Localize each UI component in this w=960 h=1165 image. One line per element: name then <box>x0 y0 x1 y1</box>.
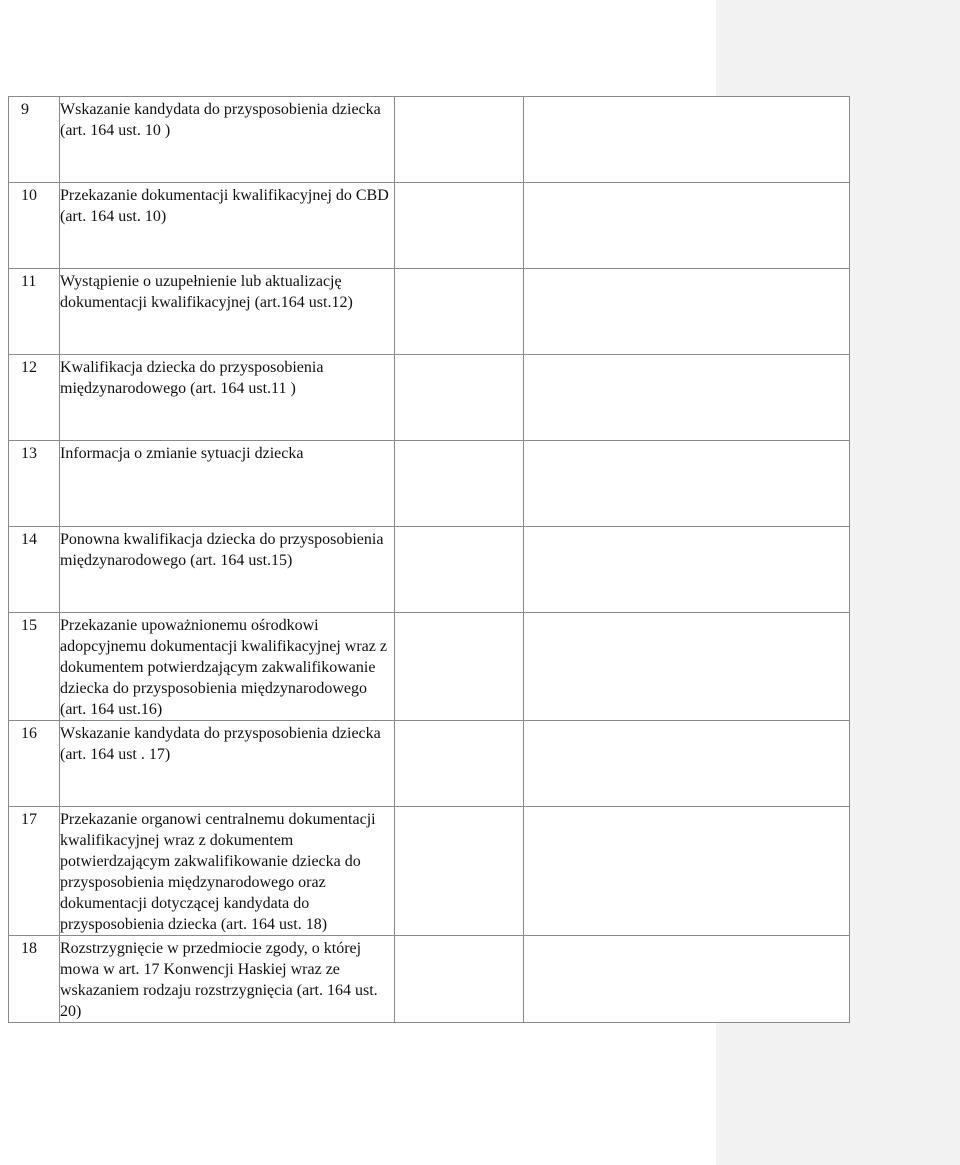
empty-cell <box>395 183 524 269</box>
empty-cell <box>395 269 524 355</box>
row-description: Rozstrzygnięcie w przedmiocie zgody, o której mowa w art. 17 Konwencji Haskiej wraz ze wskazaniem rodzaju rozstrzygnięcia (art. 164 ust. 20) <box>60 936 395 1023</box>
table-row <box>9 613 850 721</box>
procedure-table <box>8 96 850 1023</box>
row-number: 11 <box>9 269 60 355</box>
empty-cell <box>395 613 524 721</box>
empty-cell <box>395 441 524 527</box>
empty-cell <box>524 269 850 355</box>
row-description: Ponowna kwalifikacja dziecka do przysposobienia międzynarodowego (art. 164 ust.15) <box>60 527 395 613</box>
row-description: Przekazanie upoważnionemu ośrodkowi adopcyjnemu dokumentacji kwalifikacyjnej wraz z dokumentem potwierdzającym zakwalifikowanie dziecka do przysposobienia międzynarodowego (art. 164 ust.16) <box>60 613 395 721</box>
table-row <box>9 97 850 183</box>
row-description: Wskazanie kandydata do przysposobienia dziecka (art. 164 ust. 10 ) <box>60 97 395 183</box>
table-row <box>9 807 850 936</box>
row-description: Wskazanie kandydata do przysposobienia dziecka (art. 164 ust . 17) <box>60 721 395 807</box>
empty-cell <box>524 355 850 441</box>
empty-cell <box>395 721 524 807</box>
empty-cell <box>395 355 524 441</box>
row-number: 10 <box>9 183 60 269</box>
row-description: Przekazanie organowi centralnemu dokumentacji kwalifikacyjnej wraz z dokumentem potwierdzającym zakwalifikowanie dziecka do przysposobienia międzynarodowego oraz dokumentacji dotyczącej kandydata do przysposobienia dziecka (art. 164 ust. 18) <box>60 807 395 936</box>
table-row <box>9 269 850 355</box>
empty-cell <box>524 721 850 807</box>
row-number: 14 <box>9 527 60 613</box>
row-description: Kwalifikacja dziecka do przysposobienia międzynarodowego (art. 164 ust.11 ) <box>60 355 395 441</box>
table-row <box>9 441 850 527</box>
empty-cell <box>395 936 524 1023</box>
empty-cell <box>395 527 524 613</box>
row-description: Wystąpienie o uzupełnienie lub aktualizację dokumentacji kwalifikacyjnej (art.164 ust.12) <box>60 269 395 355</box>
table-row <box>9 355 850 441</box>
table-row <box>9 936 850 1023</box>
empty-cell <box>395 807 524 936</box>
row-number: 16 <box>9 721 60 807</box>
empty-cell <box>524 807 850 936</box>
empty-cell <box>524 97 850 183</box>
empty-cell <box>395 97 524 183</box>
table-row <box>9 721 850 807</box>
row-number: 18 <box>9 936 60 1023</box>
empty-cell <box>524 183 850 269</box>
empty-cell <box>524 441 850 527</box>
row-description: Przekazanie dokumentacji kwalifikacyjnej do CBD (art. 164 ust. 10) <box>60 183 395 269</box>
table-row <box>9 527 850 613</box>
row-number: 9 <box>9 97 60 183</box>
row-number: 17 <box>9 807 60 936</box>
empty-cell <box>524 527 850 613</box>
table-row <box>9 183 850 269</box>
row-description: Informacja o zmianie sytuacji dziecka <box>60 441 395 527</box>
row-number: 12 <box>9 355 60 441</box>
row-number: 13 <box>9 441 60 527</box>
empty-cell <box>524 613 850 721</box>
empty-cell <box>524 936 850 1023</box>
row-number: 15 <box>9 613 60 721</box>
